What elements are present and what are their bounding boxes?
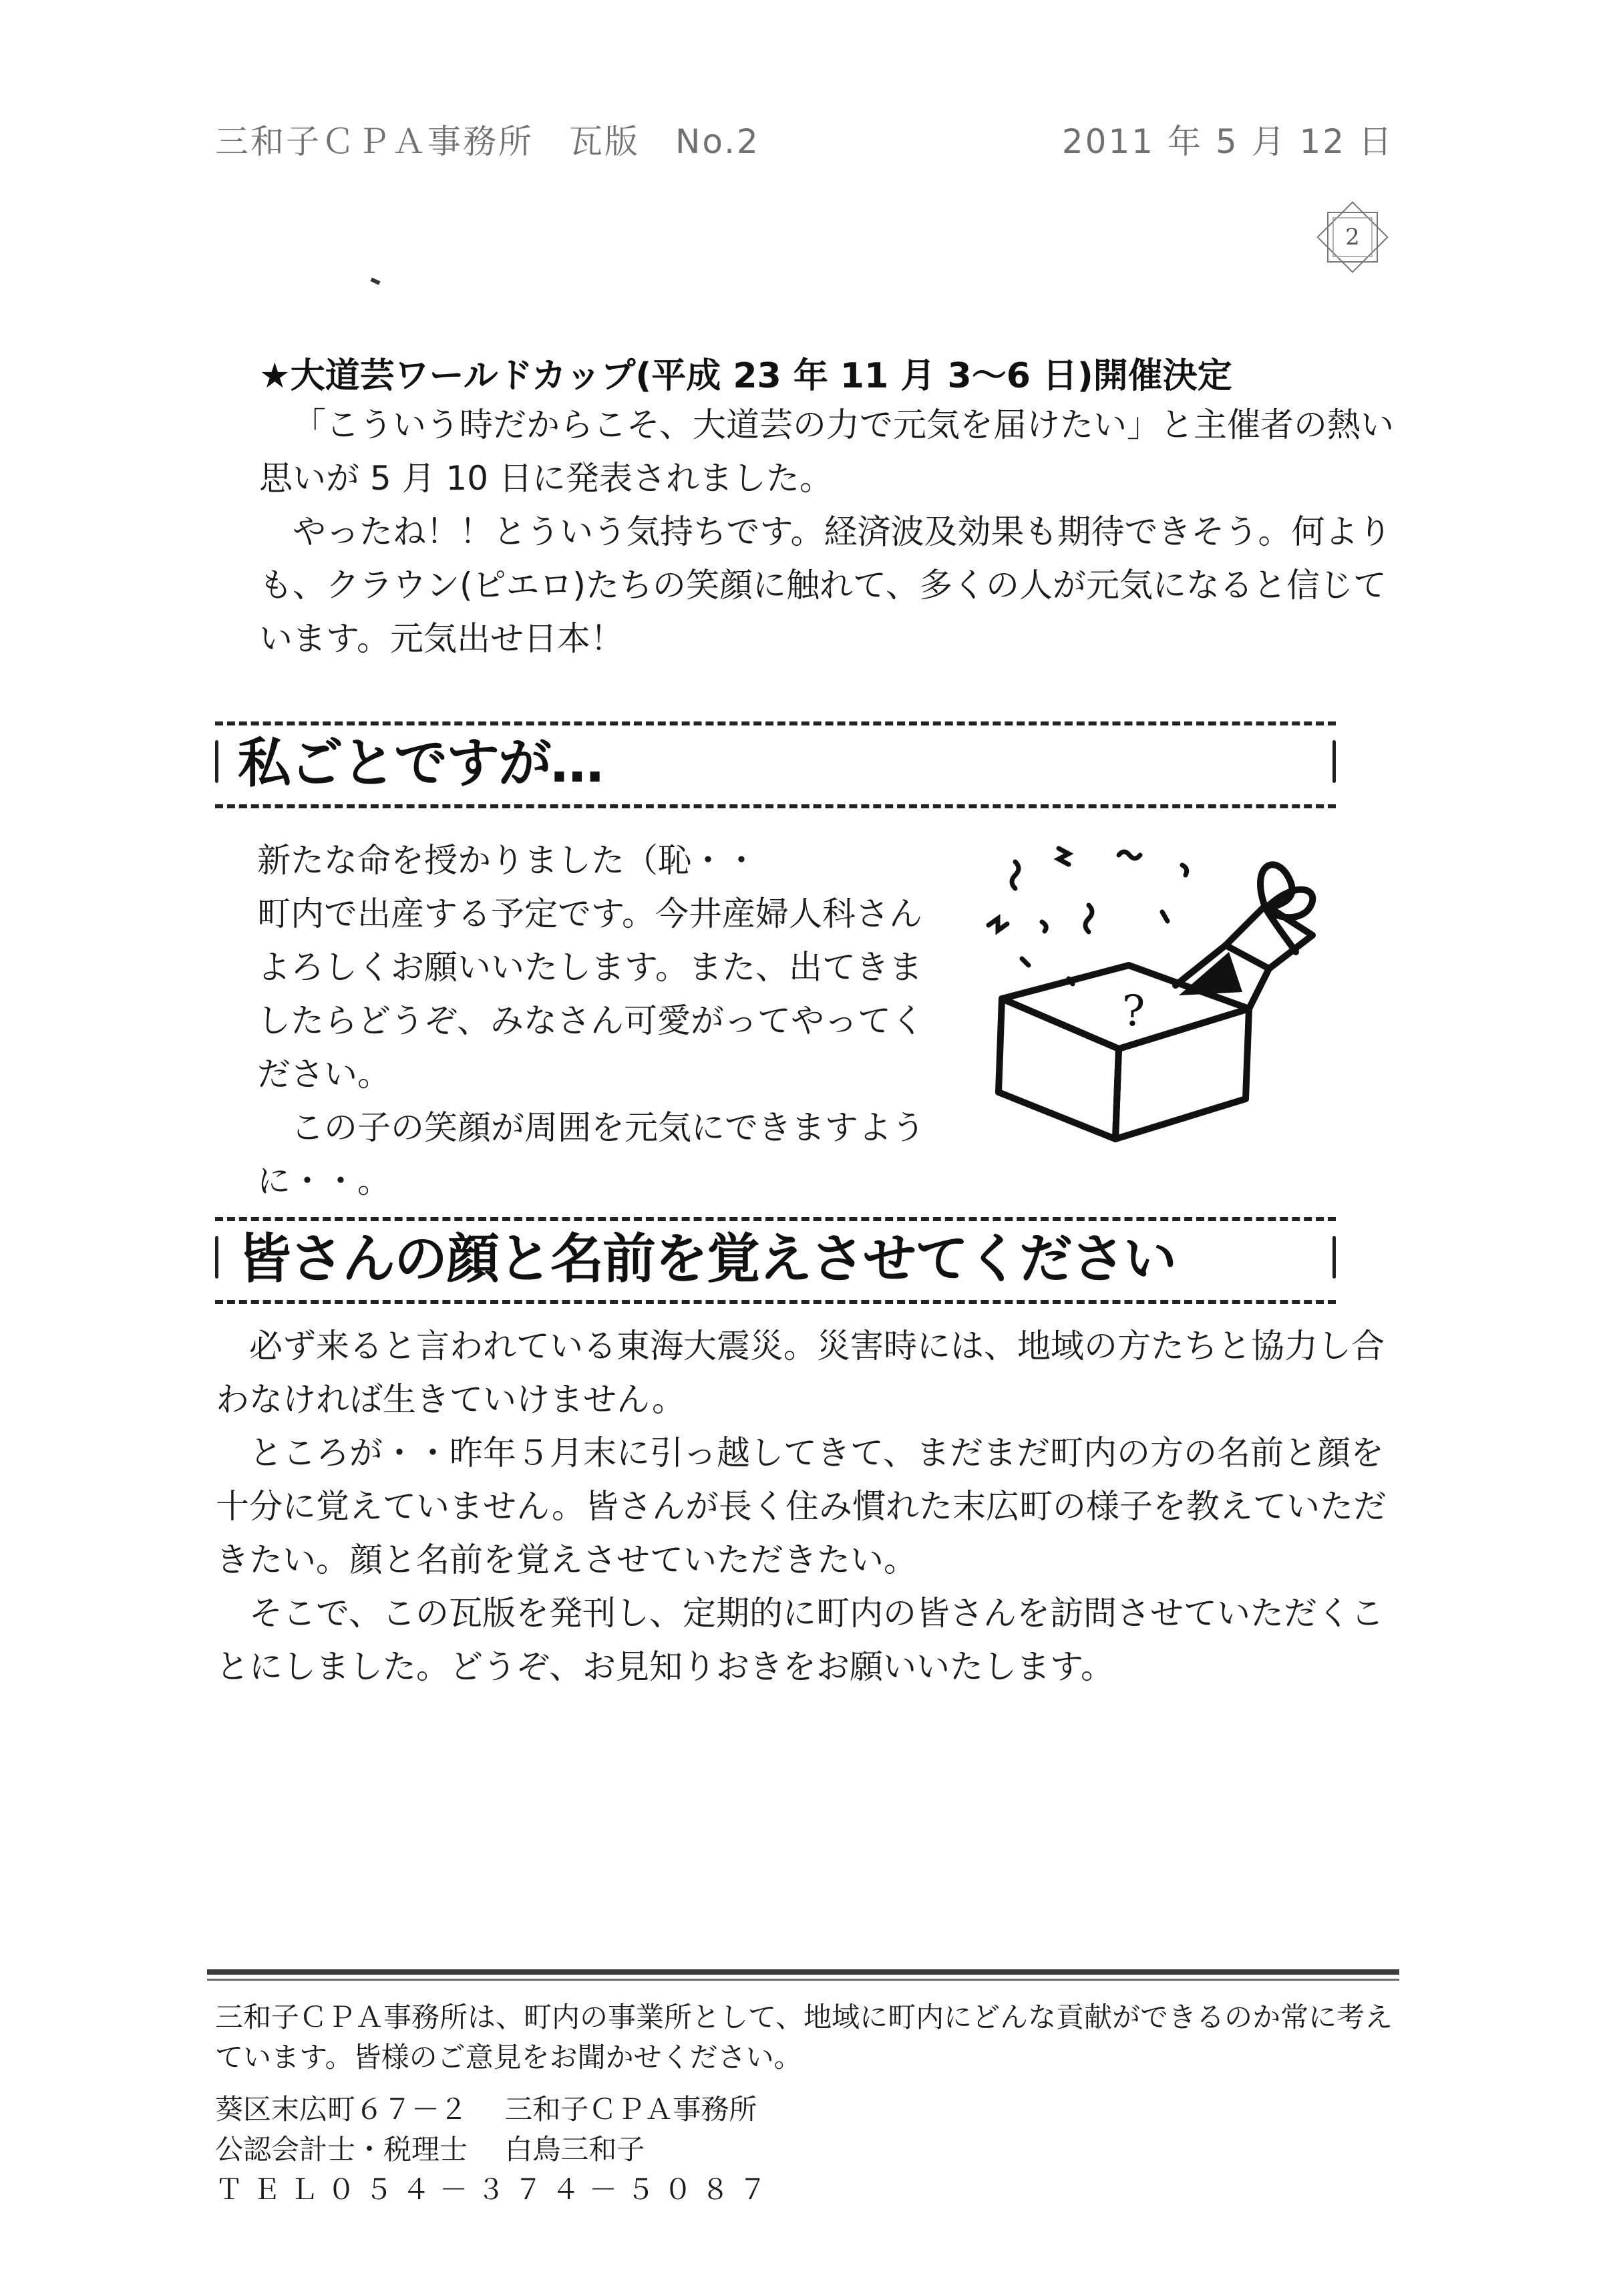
section3-paragraph: そこで、この瓦版を発刊し、定期的に町内の皆さんを訪問させていただくことにしました。どうぞ、お見知りおきをお願いいたします。 [216, 1594, 1384, 1686]
section2-paragraph: 町内で出産する予定です。今井産婦人科さんよろしくお願いいたします。また、出てきましたらどうぞ、みなさん可愛がってやってください。 [257, 894, 924, 1094]
box-left-bracket [215, 740, 218, 783]
person-name: 白鳥三和子 [504, 2133, 645, 2166]
contact-block [215, 2090, 776, 2210]
section1-heading: ★大道芸ワールドカップ(平成 23 年 11 月 3～6 日)開催決定 [259, 356, 1232, 396]
footer-note-text: 三和子ＣＰＡ事務所は、町内の事業所として、地域に町内にどんな貢献ができるのか常に考えています。皆様のご意見をお聞かせください。 [215, 2001, 1393, 2074]
section3-paragraph: ところが・・昨年５月末に引っ越してきて、まだまだ町内の方の名前と顔を十分に覚えていません。皆さんが長く住み慣れた末広町の様子を教えていただきたい。顔と名前を覚えさせていただきたい。 [216, 1434, 1387, 1579]
page-number: 2 [1345, 224, 1360, 251]
page-number-badge [1309, 194, 1396, 281]
section2-heading: 私ごとですが… [238, 732, 602, 794]
address: 葵区末広町６７－２ [215, 2093, 468, 2126]
section3-heading: 皆さんの顔と名前を覚えさせてください [238, 1228, 1176, 1290]
contact-line-person [215, 2130, 776, 2170]
section3-heading-box [215, 1217, 1336, 1304]
section1-body [259, 398, 1395, 665]
section1-paragraph: 「こういう時だからこそ、大道芸の力で元気を届けたい」と主催者の熱い思いが 5 月 10 日に発表されました。 [259, 405, 1394, 498]
stray-mark [370, 277, 380, 285]
gift-box-icon [962, 825, 1336, 1146]
footer-divider [207, 1969, 1399, 1975]
section3-paragraph: 必ず来ると言われている東海大震災。災害時には、地域の方たちと協力し合わなければ生きていけません。 [216, 1327, 1385, 1419]
box-right-bracket [1332, 740, 1336, 783]
footer-note [215, 1997, 1404, 2078]
contact-line-address [215, 2090, 776, 2130]
section2-paragraph: 新たな命を授かりました（恥・・ [257, 841, 758, 880]
office-name: 三和子ＣＰＡ事務所 [504, 2093, 757, 2126]
section2-body [257, 834, 952, 1208]
issue-date: 2011 年 5 月 12 日 [1061, 122, 1394, 161]
newsletter-title: 三和子ＣＰＡ事務所 瓦版 No.2 [215, 122, 760, 161]
phone-number: ＴＥＬ０５４－３７４－５０８７ [215, 2173, 777, 2206]
footer-divider-thin [207, 1979, 1399, 1981]
section3-body [216, 1319, 1405, 1693]
box-right-bracket [1332, 1236, 1336, 1279]
section1-paragraph: やったね！！とういう気持ちです。経済波及効果も期待できそう。何よりも、クラウン(ピエロ)たちの笑顔に触れて、多くの人が元気になると信じています。元気出せ日本！ [259, 512, 1392, 658]
svg-text:?: ? [1122, 987, 1145, 1036]
professional-title: 公認会計士・税理士 [215, 2133, 468, 2166]
section2-paragraph: この子の笑顔が周囲を元気にできますように・・。 [257, 1108, 925, 1200]
section2-heading-box [215, 721, 1336, 808]
box-left-bracket [215, 1236, 218, 1279]
